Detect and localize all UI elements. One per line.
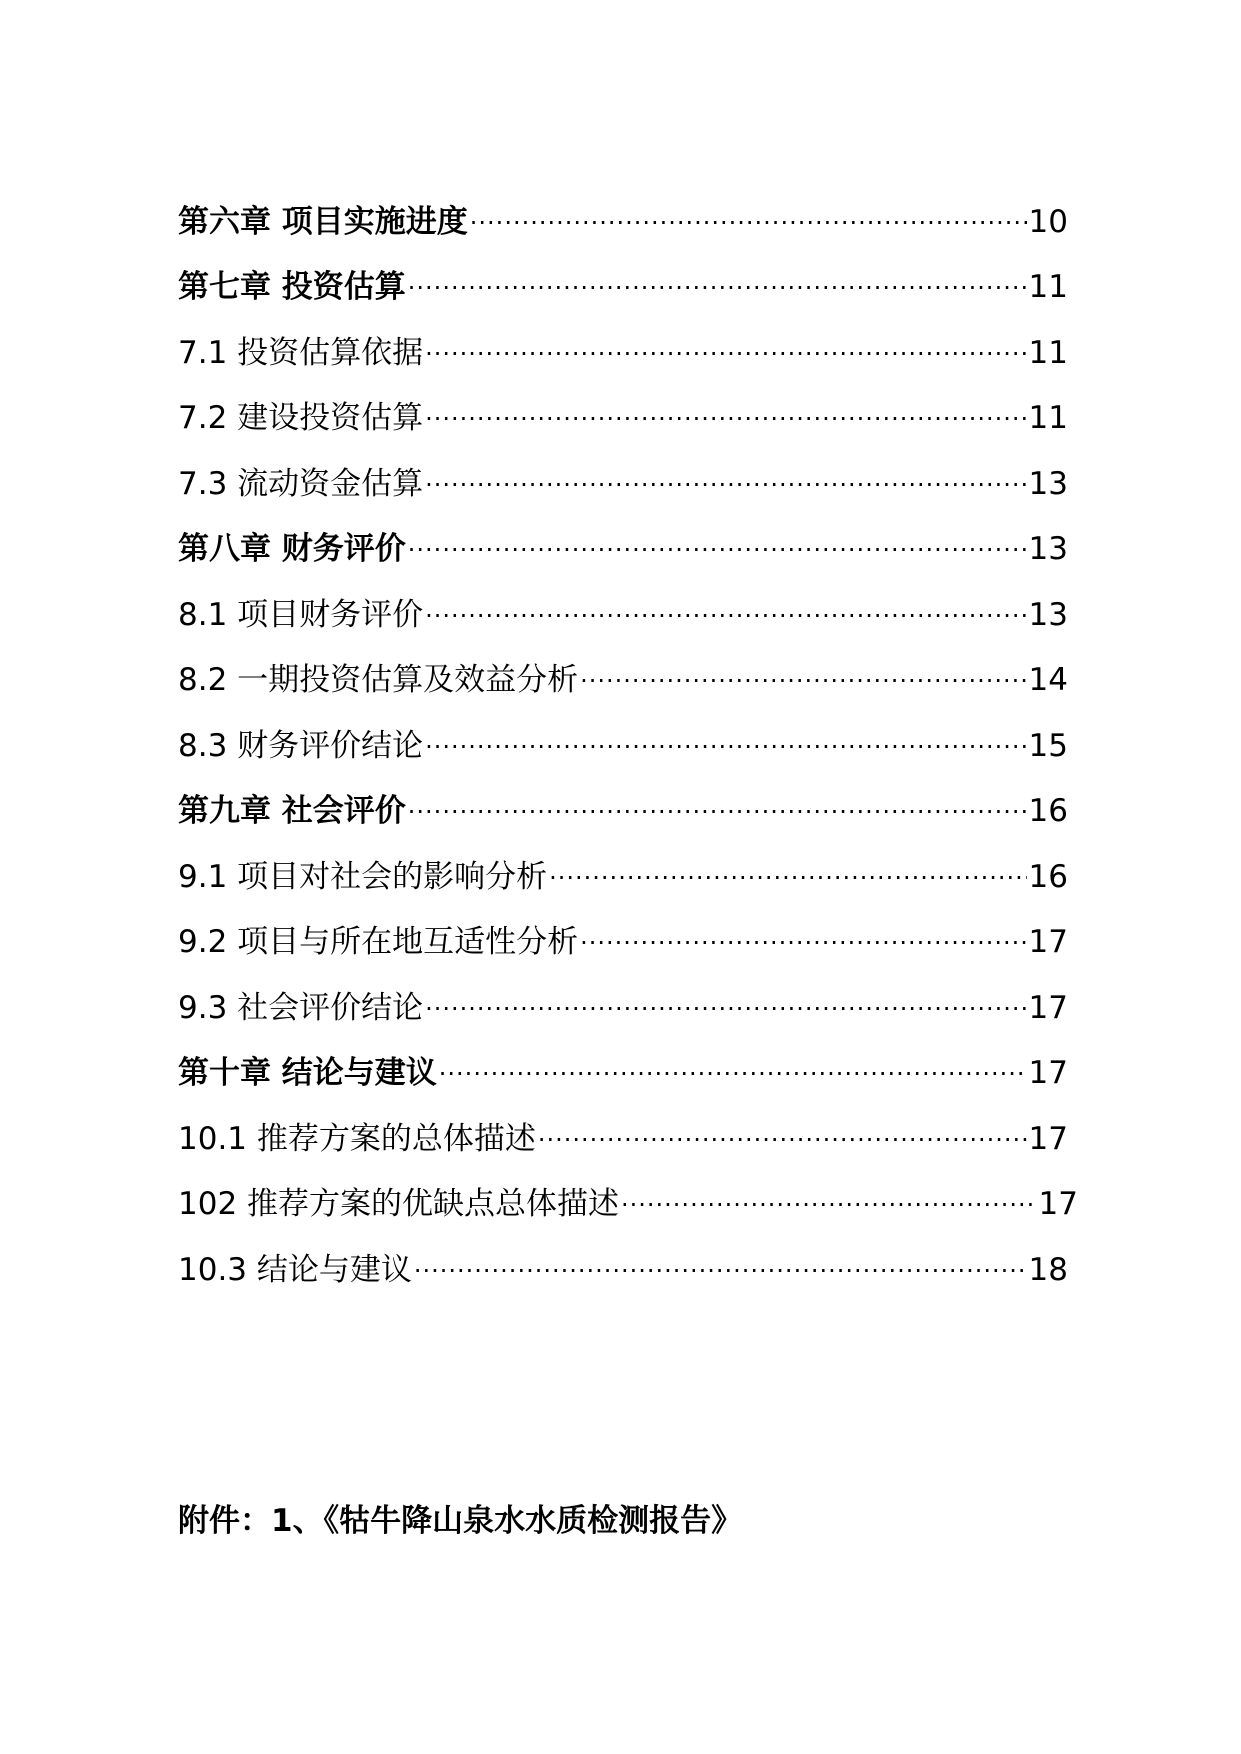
toc-entry-page: 17 [1028, 989, 1068, 1026]
toc-entry-label: 9.1 项目对社会的影响分析 [178, 858, 548, 895]
dot-leader [621, 1184, 1037, 1224]
toc-entry-label: 7.3 流动资金估算 [178, 465, 424, 502]
toc-entry-page: 14 [1028, 662, 1068, 698]
toc-entry-7-1[interactable] [178, 317, 1068, 383]
table-of-contents [178, 186, 1078, 1300]
dot-leader [580, 922, 1026, 962]
toc-entry-label: 第六章 项目实施进度 [178, 203, 468, 240]
toc-entry-page: 17 [1028, 924, 1068, 960]
toc-entry-chapter-7[interactable] [178, 252, 1068, 318]
dot-leader [408, 267, 1027, 307]
toc-entry-10-3[interactable] [178, 1234, 1068, 1300]
toc-entry-page: 11 [1028, 269, 1068, 305]
dot-leader [425, 726, 1026, 766]
toc-entry-label: 9.2 项目与所在地互适性分析 [178, 924, 579, 960]
toc-entry-8-1[interactable] [178, 579, 1068, 645]
dot-leader [425, 988, 1026, 1028]
toc-entry-label: 第十章 结论与建议 [178, 1055, 437, 1091]
toc-entry-label: 第九章 社会评价 [178, 793, 406, 829]
toc-entry-7-2[interactable] [178, 383, 1068, 449]
toc-entry-9-1[interactable] [178, 841, 1068, 907]
toc-entry-page: 16 [1028, 858, 1068, 895]
toc-entry-7-3[interactable] [178, 448, 1068, 514]
toc-entry-10-1[interactable] [178, 1103, 1068, 1169]
dot-leader [425, 464, 1026, 504]
toc-entry-label: 10.1 推荐方案的总体描述 [178, 1120, 536, 1157]
toc-entry-chapter-10[interactable] [178, 1038, 1068, 1104]
toc-entry-label: 9.3 社会评价结论 [178, 989, 424, 1026]
dot-leader [538, 1119, 1027, 1159]
toc-entry-label: 7.1 投资估算依据 [178, 334, 424, 371]
toc-entry-page: 15 [1028, 727, 1068, 764]
toc-entry-8-3[interactable] [178, 710, 1068, 776]
dot-leader [580, 660, 1026, 700]
toc-entry-page: 13 [1028, 531, 1068, 567]
dot-leader [425, 333, 1026, 373]
toc-entry-page: 17 [1038, 1186, 1078, 1222]
toc-entry-label: 第七章 投资估算 [178, 269, 406, 305]
dot-leader [408, 529, 1027, 569]
dot-leader [439, 1053, 1027, 1093]
attachment-note: 附件：1、《牯牛降山泉水水质检测报告》 [178, 1503, 743, 1539]
toc-entry-9-2[interactable] [178, 907, 1068, 973]
dot-leader [408, 791, 1027, 831]
toc-entry-label: 10.3 结论与建议 [178, 1251, 412, 1288]
toc-entry-chapter-9[interactable] [178, 776, 1068, 842]
toc-entry-page: 16 [1028, 793, 1068, 829]
toc-entry-label: 第八章 财务评价 [178, 531, 406, 567]
dot-leader [425, 398, 1026, 438]
toc-entry-page: 18 [1028, 1251, 1068, 1288]
dot-leader [549, 857, 1026, 897]
toc-entry-page: 13 [1028, 465, 1068, 502]
toc-entry-page: 13 [1028, 596, 1068, 633]
toc-entry-page: 11 [1028, 400, 1068, 436]
dot-leader [470, 202, 1027, 242]
toc-entry-page: 11 [1028, 334, 1068, 371]
toc-entry-label: 8.1 项目财务评价 [178, 596, 424, 633]
dot-leader [425, 595, 1026, 635]
toc-entry-9-3[interactable] [178, 972, 1068, 1038]
dot-leader [414, 1250, 1027, 1290]
toc-entry-page: 17 [1028, 1055, 1068, 1091]
toc-entry-label: 7.2 建设投资估算 [178, 400, 424, 436]
toc-entry-chapter-6[interactable] [178, 186, 1068, 252]
toc-entry-page: 17 [1028, 1120, 1068, 1157]
toc-entry-label: 8.3 财务评价结论 [178, 727, 424, 764]
toc-entry-label: 8.2 一期投资估算及效益分析 [178, 662, 579, 698]
toc-entry-10-2[interactable] [178, 1169, 1078, 1235]
toc-entry-page: 10 [1028, 203, 1068, 240]
toc-entry-8-2[interactable] [178, 645, 1068, 711]
toc-entry-chapter-8[interactable] [178, 514, 1068, 580]
toc-entry-label: 102 推荐方案的优缺点总体描述 [178, 1186, 620, 1222]
